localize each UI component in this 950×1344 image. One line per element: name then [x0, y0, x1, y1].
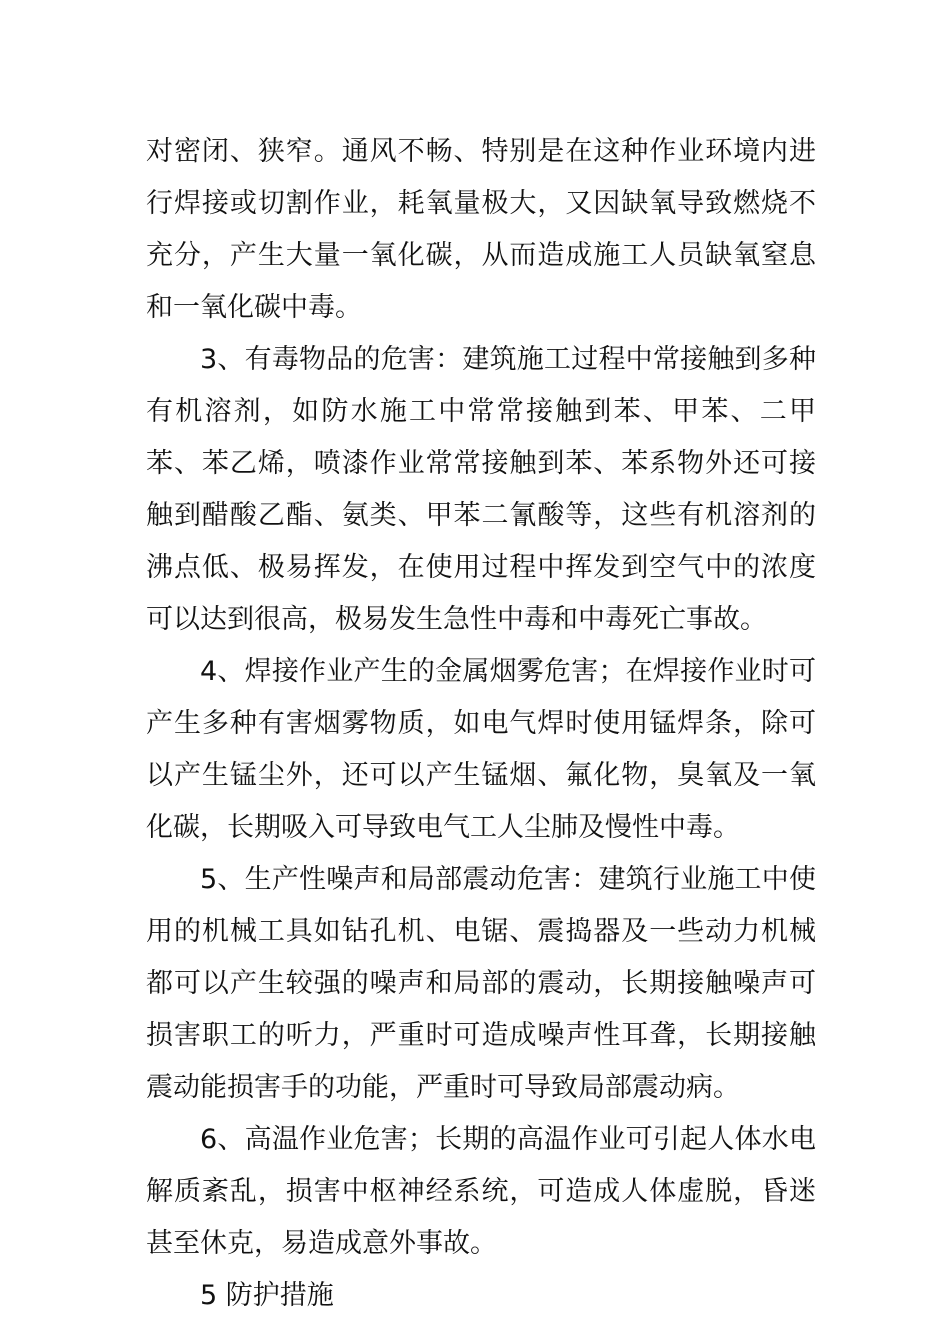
paragraph-toxic-substances: 3、有毒物品的危害：建筑施工过程中常接触到多种有机溶剂，如防水施工中常常接触到苯、甲苯、二甲苯、苯乙烯，喷漆作业常常接触到苯、苯系物外还可接触到醋酸乙酯、氨类、甲苯二氰酸等，这些有机溶剂的沸点低、极易挥发，在使用过程中挥发到空气中的浓度可以达到很高，极易发生急性中毒和中毒死亡事故。 — [146, 344, 816, 635]
paragraph-welding-fumes: 4、焊接作业产生的金属烟雾危害；在焊接作业时可产生多种有害烟雾物质，如电气焊时使用锰焊条，除可以产生锰尘外，还可以产生锰烟、氟化物，臭氧及一氧化碳，长期吸入可导致电气工人尘肺及慢性中毒。 — [146, 656, 816, 843]
paragraph-continuation: 对密闭、狭窄。通风不畅、特别是在这种作业环境内进行焊接或切割作业，耗氧量极大，又因缺氧导致燃烧不充分，产生大量一氧化碳，从而造成施工人员缺氧窒息和一氧化碳中毒。 — [146, 136, 816, 323]
body-text — [146, 126, 816, 1322]
section-heading-protective-measures: 5 防护措施 — [200, 1280, 334, 1311]
paragraph-noise-vibration: 5、生产性噪声和局部震动危害：建筑行业施工中使用的机械工具如钻孔机、电锯、震捣器及一些动力机械都可以产生较强的噪声和局部的震动，长期接触噪声可损害职工的听力，严重时可造成噪声性耳聋，长期接触震动能损害手的功能，严重时可导致局部震动病。 — [146, 864, 816, 1103]
paragraph-high-temperature: 6、高温作业危害；长期的高温作业可引起人体水电解质紊乱，损害中枢神经系统，可造成人体虚脱，昏迷甚至休克，易造成意外事故。 — [146, 1124, 816, 1259]
